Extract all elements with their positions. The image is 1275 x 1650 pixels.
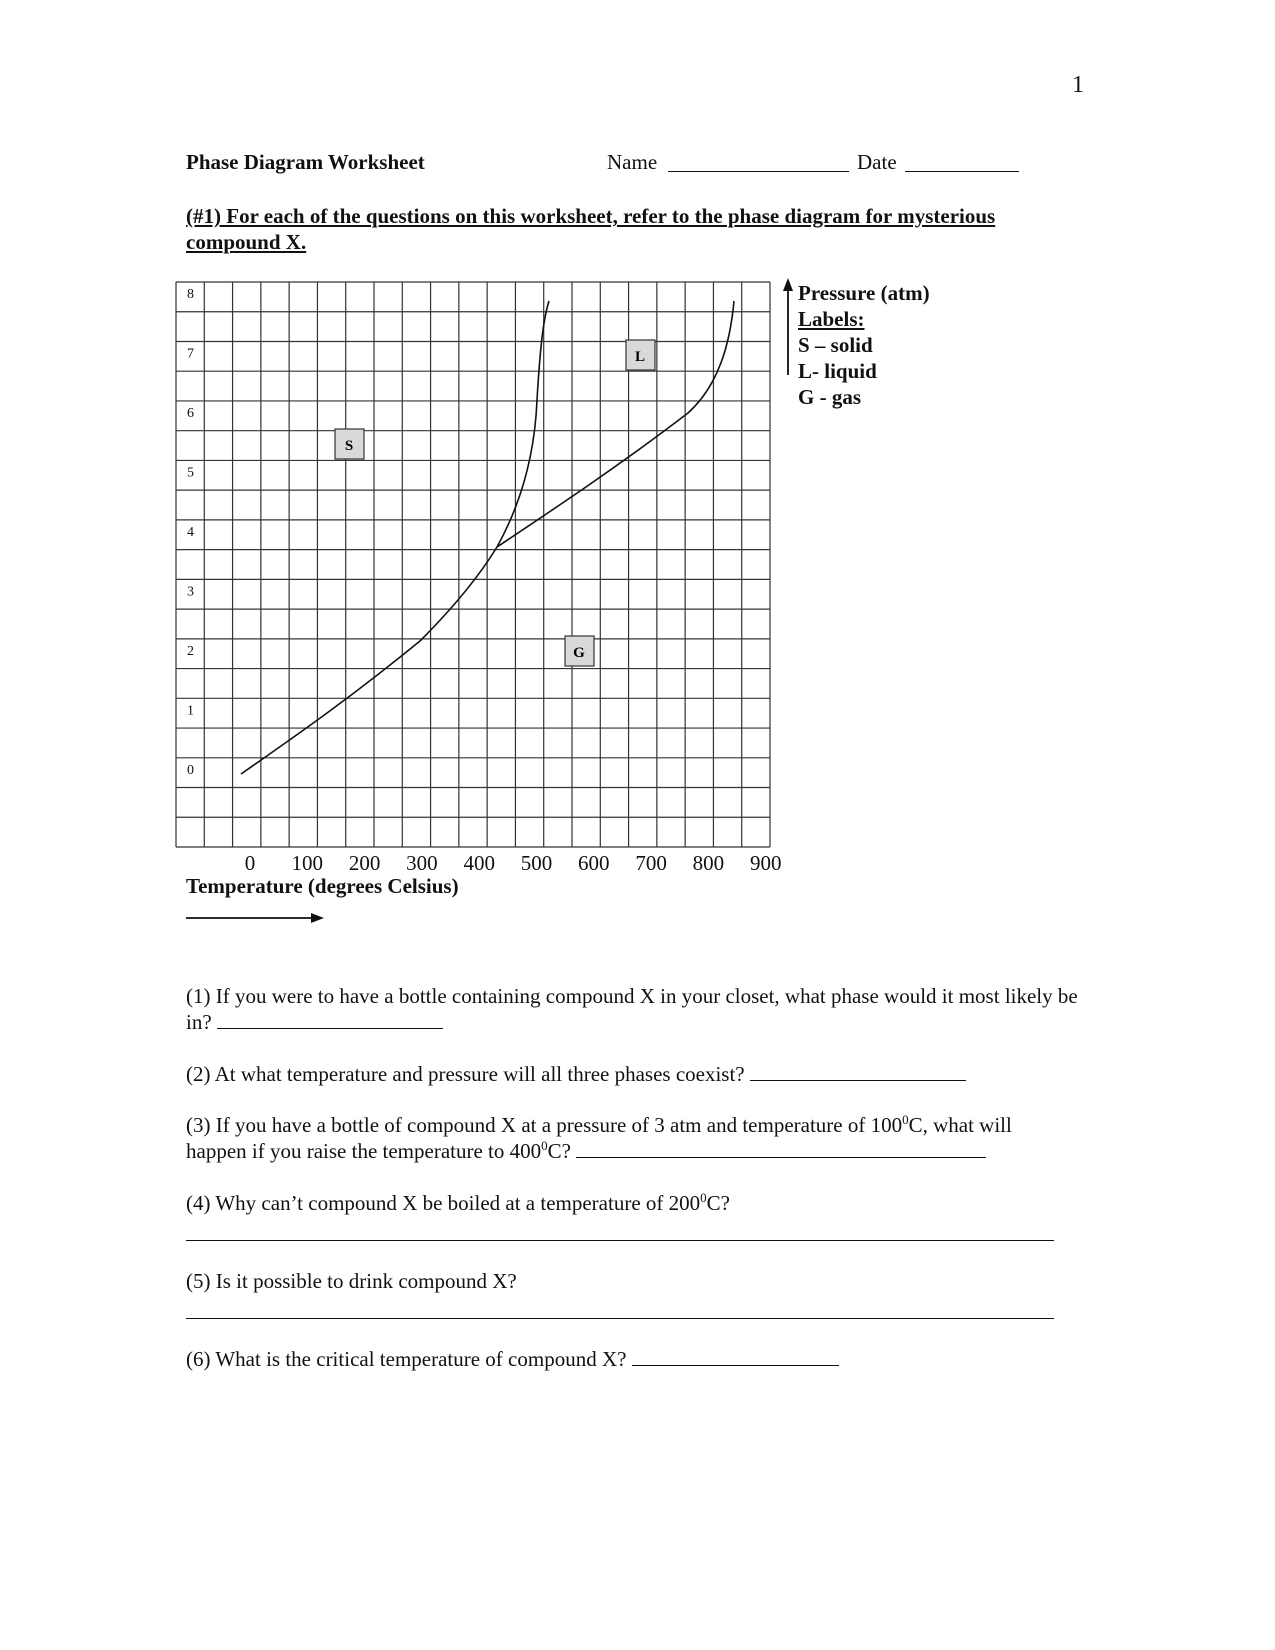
question-4-text-a: (4) Why can’t compound X be boiled at a temperature of 200	[186, 1191, 701, 1215]
question-2-answer-blank[interactable]	[750, 1061, 966, 1081]
worksheet-title: Phase Diagram Worksheet	[186, 150, 425, 174]
question-4-answer-line[interactable]	[186, 1240, 1054, 1241]
legend-item-gas: G - gas	[798, 385, 861, 409]
date-label: Date	[857, 150, 897, 174]
x-tick-label: 900	[749, 851, 782, 875]
question-2	[186, 1061, 966, 1087]
question-6-answer-blank[interactable]	[632, 1346, 839, 1366]
pressure-axis-title: Pressure (atm)	[798, 281, 930, 305]
y-tick-label: 5	[187, 465, 194, 481]
liquid-gas-curve	[497, 301, 734, 547]
y-tick-label: 8	[187, 287, 194, 302]
question-4-text-b: C?	[706, 1191, 730, 1215]
question-3-text-b: C, what will happen if you raise the temperature to 400	[186, 1113, 1012, 1163]
question-1-text: (1) If you were to have a bottle containing compound X in your closet, what phase would it most likely be in?	[186, 984, 1078, 1034]
question-5	[186, 1268, 517, 1294]
question-1	[186, 983, 1086, 1035]
question-3-text-a: (3) If you have a bottle of compound X at a pressure of 3 atm and temperature of 100	[186, 1113, 903, 1137]
x-tick-label: 200	[348, 851, 381, 875]
y-tick-label: 6	[187, 405, 194, 421]
x-tick-label: 600	[578, 851, 610, 875]
question-6	[186, 1346, 839, 1372]
pressure-axis-arrow	[783, 278, 793, 375]
x-tick-label: 800	[692, 851, 725, 875]
question-3-answer-blank[interactable]	[576, 1138, 986, 1158]
region-label-gas: G	[573, 645, 585, 661]
degree-mark: 0	[541, 1138, 548, 1153]
y-tick-label: 0	[187, 762, 194, 778]
y-tick-label: 4	[187, 524, 194, 540]
degree-mark: 0	[902, 1112, 909, 1127]
x-tick-label: 300	[406, 851, 438, 875]
diagram-legend	[798, 280, 930, 410]
legend-heading: Labels:	[798, 307, 865, 331]
name-label: Name	[607, 150, 658, 174]
question-1-answer-blank[interactable]	[217, 1009, 443, 1029]
temperature-axis-title: Temperature (degrees Celsius)	[186, 874, 459, 898]
page-number: 1	[1072, 72, 1084, 98]
legend-item-liquid: L- liquid	[798, 359, 877, 383]
y-tick-label: 2	[187, 643, 194, 659]
question-5-text: (5) Is it possible to drink compound X?	[186, 1269, 517, 1293]
question-4	[186, 1190, 730, 1216]
region-label-solid: S	[344, 438, 354, 454]
y-tick-label: 3	[187, 584, 194, 600]
region-label-liquid: L	[634, 349, 646, 365]
y-tick-label: 7	[187, 346, 194, 362]
question-3	[186, 1112, 1066, 1164]
instruction-text: (#1) For each of the questions on this worksheet, refer to the phase diagram for mysterious compound X.	[186, 204, 996, 254]
melting-curve	[497, 301, 549, 547]
diagram-grid	[176, 282, 770, 847]
x-tick-label: 400	[463, 851, 495, 875]
question-2-text: (2) At what temperature and pressure will all three phases coexist?	[186, 1062, 745, 1086]
degree-mark: 0	[700, 1190, 707, 1205]
x-tick-label: 0	[244, 851, 256, 875]
legend-item-solid: S – solid	[798, 333, 873, 357]
question-5-answer-line[interactable]	[186, 1318, 1054, 1319]
temperature-axis-arrow	[186, 913, 324, 923]
x-tick-label: 500	[520, 851, 553, 875]
question-3-text-c: C?	[547, 1139, 571, 1163]
question-6-text: (6) What is the critical temperature of compound X?	[186, 1347, 627, 1371]
y-tick-label: 1	[187, 703, 194, 719]
x-tick-label: 100	[291, 851, 324, 875]
x-tick-label: 700	[635, 851, 667, 875]
